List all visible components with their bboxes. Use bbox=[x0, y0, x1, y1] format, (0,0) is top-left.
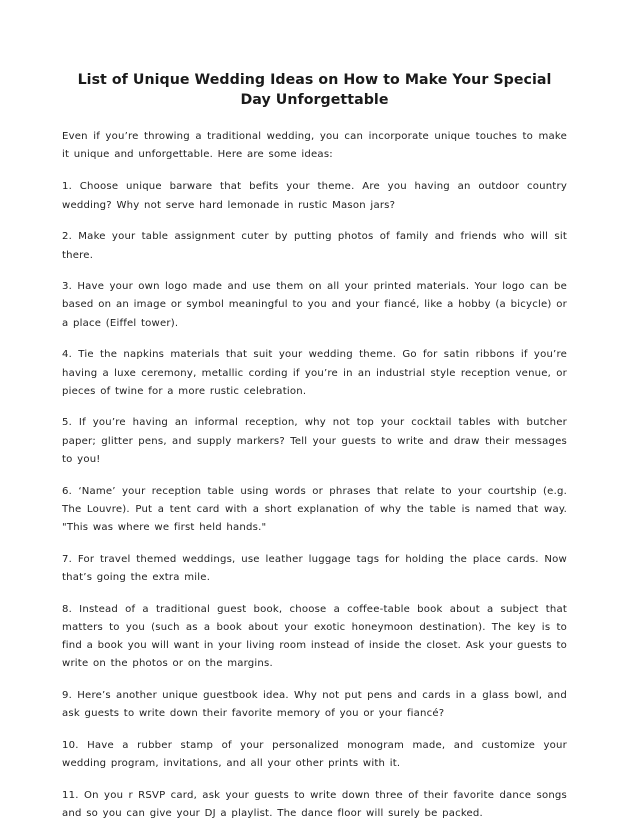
idea-item-3: 3. Have your own logo made and use them on all your printed materials. Your logo can be based on an image or symbol meaningful to you and your fiancé, like a hobby (a bicycle) or a place (Eiffel tower). bbox=[62, 281, 567, 329]
idea-item-2: 2. Make your table assignment cuter by putting photos of family and friends who will sit there. bbox=[62, 231, 567, 261]
page-title: List of Unique Wedding Ideas on How to Make Your Special Day Unforgettable bbox=[77, 72, 552, 108]
idea-item-10: 10. Have a rubber stamp of your personalized monogram made, and customize your wedding program, invitations, and all your other prints with it. bbox=[62, 739, 567, 769]
idea-item-5: 5. If you’re having an informal reception, why not top your cocktail tables with butcher paper; glitter pens, and supply markers? Tell your guests to write and draw their messages to you! bbox=[62, 417, 567, 465]
idea-item-6: 6. ‘Name’ your reception table using words or phrases that relate to your courtship (e.g. The Louvre). Put a tent card with a short explanation of why the table is named that way. "This was where we first held hands." bbox=[62, 485, 567, 533]
idea-item-11: 11. On you r RSVP card, ask your guests to write down three of their favorite dance songs and so you can give your DJ a playlist. The dance floor will surely be packed. bbox=[62, 789, 567, 819]
idea-item-8: 8. Instead of a traditional guest book, choose a coffee-table book about a subject that matters to you (such as a book about your exotic honeymoon destination). The key is to find a book you will want in your living room instead of inside the closet. Ask your guests to write on the photos or on the margins. bbox=[62, 603, 567, 670]
idea-item-9: 9. Here’s another unique guestbook idea. Why not put pens and cards in a glass bowl, and ask guests to write down their favorite memory of you or your fiancé? bbox=[62, 689, 567, 720]
idea-item-4: 4. Tie the napkins materials that suit your wedding theme. Go for satin ribbons if you’re having a luxe ceremony, metallic cording if you’re in an industrial style reception venue, or pieces of twine for a more rustic celebration. bbox=[62, 349, 567, 397]
intro-paragraph: Even if you’re throwing a traditional wedding, you can incorporate unique touches to make it unique and unforgettable. Here are some ideas: bbox=[62, 131, 567, 161]
idea-item-7: 7. For travel themed weddings, use leather luggage tags for holding the place cards. Now that’s going the extra mile. bbox=[62, 553, 567, 583]
idea-item-1: 1. Choose unique barware that befits your theme. Are you having an outdoor country wedding? Why not serve hard lemonade in rustic Mason jars? bbox=[62, 181, 567, 211]
